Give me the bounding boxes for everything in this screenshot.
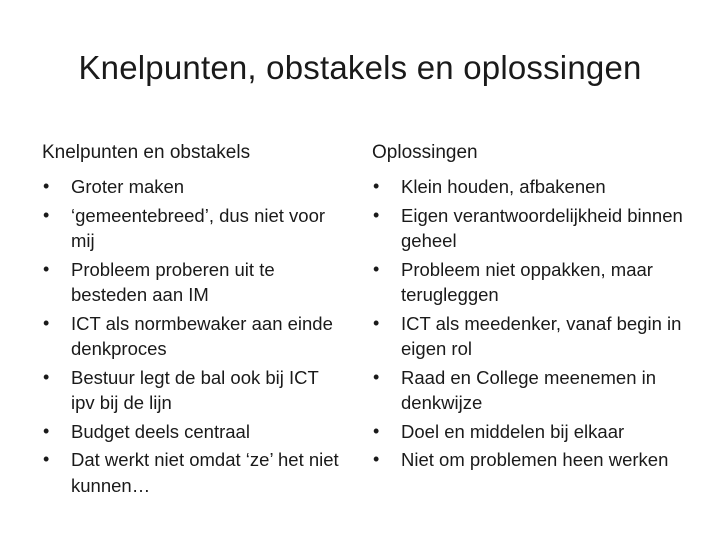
obstacle-item <box>42 365 342 416</box>
slide-title: Knelpunten, obstakels en oplossingen <box>78 49 642 86</box>
solution-item <box>372 257 692 308</box>
obstacle-item <box>42 203 342 254</box>
bullet-icon: • <box>43 366 50 387</box>
solution-text: Raad en College meenemen in denkwijze <box>401 366 657 413</box>
obstacle-text: Groter maken <box>71 176 185 197</box>
solution-item <box>372 419 692 445</box>
obstacle-text: ICT als normbewaker aan einde denkproces <box>71 312 333 359</box>
solution-item <box>372 203 692 254</box>
obstacle-text: Bestuur legt de bal ook bij ICT ipv bij de lijn <box>71 366 319 413</box>
solutions-heading: Oplossingen <box>372 142 478 163</box>
solution-item <box>372 447 692 473</box>
obstacle-item <box>42 174 342 200</box>
bullet-icon: • <box>43 449 50 469</box>
obstacles-heading: Knelpunten en obstakels <box>42 142 251 163</box>
solution-item <box>372 174 692 200</box>
solution-text: Klein houden, afbakenen <box>401 176 606 197</box>
obstacle-text: ‘gemeentebreed’, dus niet voor mij <box>71 204 326 251</box>
obstacle-item <box>42 419 342 445</box>
obstacle-text: Dat werkt niet omdat ‘ze’ het niet kunnen… <box>71 449 339 496</box>
obstacle-text: Budget deels centraal <box>71 420 250 442</box>
obstacles-list <box>42 174 342 498</box>
solution-text: Doel en middelen bij elkaar <box>401 420 625 442</box>
bullet-icon: • <box>373 420 380 441</box>
bullet-icon: • <box>43 176 50 196</box>
bullet-icon: • <box>43 312 50 333</box>
solution-text: Eigen verantwoordelijkheid binnen geheel <box>401 204 683 251</box>
solution-item <box>372 365 692 416</box>
solution-item <box>372 311 692 362</box>
obstacle-text: Probleem proberen uit te besteden aan IM <box>71 258 275 305</box>
solution-text: Probleem niet oppakken, maar terugleggen <box>401 258 653 305</box>
bullet-icon: • <box>373 258 380 279</box>
bullet-icon: • <box>43 420 50 441</box>
solutions-list <box>372 174 692 473</box>
obstacles-column <box>42 140 342 501</box>
bullet-icon: • <box>43 258 50 279</box>
bullet-icon: • <box>373 366 380 387</box>
solutions-column <box>372 140 692 476</box>
solution-text: ICT als meedenker, vanaf begin in eigen rol <box>401 312 682 359</box>
bullet-icon: • <box>373 449 380 469</box>
obstacle-item <box>42 257 342 308</box>
bullet-icon: • <box>373 204 380 225</box>
obstacle-item <box>42 311 342 362</box>
bullet-icon: • <box>373 176 380 196</box>
obstacle-item <box>42 447 342 498</box>
bullet-icon: • <box>43 204 50 225</box>
solution-text: Niet om problemen heen werken <box>401 449 669 470</box>
bullet-icon: • <box>373 312 380 333</box>
